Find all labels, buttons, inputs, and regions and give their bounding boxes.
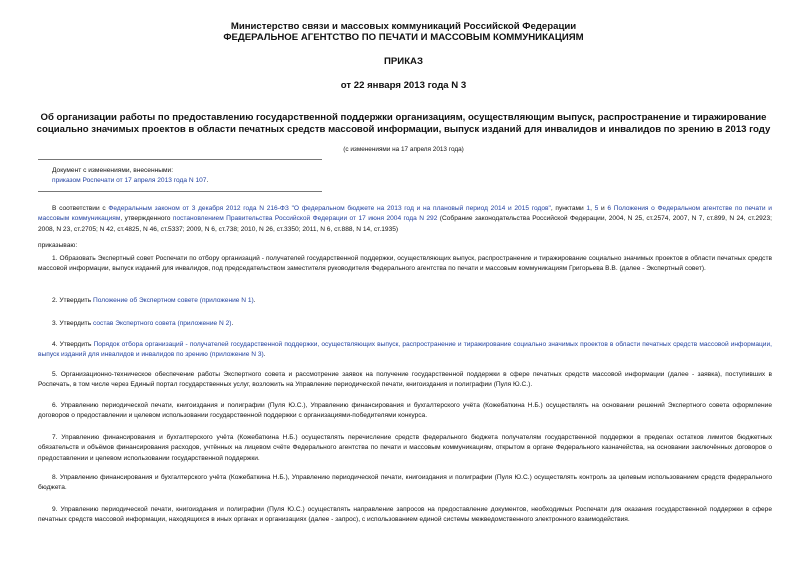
paragraph-4: 4. Утвердить Порядок отбора организаций - получателей государственной поддержки, осуществляющих выпуск, распространение и тиражирование социально значимых проектов в области печатных средств массовой информации, выпуск изданий для инвалидов и инвалидов по зрению (приложение N 3). — [38, 341, 772, 359]
prikazyvayu: приказываю: — [38, 242, 78, 249]
changes-bottom-divider — [38, 191, 322, 192]
point-5-link[interactable]: 5 — [594, 205, 599, 212]
paragraph-1: 1. Образовать Экспертный совет Роспечати по отбору организаций - получателей государственной поддержки, осуществляющих выпуск, распространение и тиражирование социально значимых проектов в области печатных средств массовой информации, выпуск изданий для инвалидов, под председательством заместителя руководителя Федерального агентства по печати и массовым коммуникациям Григорьева В.В. (далее - Экспертный совет). — [38, 255, 772, 273]
paragraph-8: 8. Управлению финансирования и бухгалтерского учёта (Кожебаткина Н.Б.), Управлению периодической печати, книгоиздания и полиграфии (Пуля Ю.С.) осуществлять контроль за целевым использованием средств федерального бюджета. — [38, 474, 772, 492]
paragraph-6: 6. Управлению периодической печати, книгоиздания и полиграфии (Пуля Ю.С.), Управлению финансирования и бухгалтерского учёта (Кожебаткина Н.Б.) осуществлять на основании решений Экспертного совета оформление договоров о предоставлении и целевом использовании государственной поддержки с организациями-победителями конкурса. — [38, 402, 772, 420]
changes-top-divider — [38, 159, 322, 160]
selection-procedure-link[interactable]: Порядок отбора организаций - получателей государственной поддержки, осуществляющих выпуск, распространение и тиражирование социально значимых проектов в области печатных средств массовой информации, выпуск изданий для инвалидов и инвалидов по зрению (приложение N 3) — [38, 341, 772, 359]
expert-council-composition-link[interactable]: состав Экспертного совета (приложение N 2) — [92, 320, 232, 327]
doc-date-number: от 22 января 2013 года N 3 — [340, 80, 467, 91]
point-1-link[interactable]: 1 — [586, 205, 591, 212]
preamble: В соответствии с Федеральным законом от 3 декабря 2012 года N 216-ФЗ "О федеральном бюджете на 2013 год и на плановый период 2014 и 2015 годов", пунктами 1, 5 и 6 Положения о Федеральном агентстве по печати и массовым коммуникациям, утвержденного постановлением Правительства Российской Федерации от 17 июня 2004 года N 292 (Собрание законодательства Российской Федерации, 2004, N 25, ст.2574, 2007, N 7, ст.899, N 24, ст.2923; 2008, N 23, ст.2705; N 42, ст.4825, N 46, ст.5337; 2009, N 6, ст.738; 2010, N 26, ст.3350; 2011, N 6, ст.888, N 14, ст.1935) — [38, 205, 772, 233]
paragraph-2: 2. Утвердить Положение об Экспертном совете (приложение N 1). — [52, 297, 256, 304]
agency-name: ФЕДЕРАЛЬНОЕ АГЕНТСТВО ПО ПЕЧАТИ И МАССОВЫМ КОММУНИКАЦИЯМ — [223, 32, 584, 43]
paragraph-7: 7. Управлению финансирования и бухгалтерского учёта (Кожебаткина Н.Б.) осуществлять перечисление средств федерального бюджета получателям государственной поддержки в пределах остатков лимитов бюджетных обязательств и объёмов финансирования расходов, учтённых на лицевом счёте Федерального агентства по печати и массовым коммуникациям, открытом в органе Федерального казначейства, на основании заключённых договоров о предоставлении и целевом использовании государственной поддержки. — [38, 434, 772, 462]
point-6-link[interactable]: 6 — [607, 205, 612, 212]
edits-note: (с изменениями на 17 апреля 2013 года) — [343, 146, 464, 153]
federal-law-link[interactable]: Федеральным законом от 3 декабря 2012 года N 216-ФЗ "О федеральном бюджете на 2013 год и на плановый период 2014 и 2015 годов" — [108, 205, 551, 212]
doc-title: Об организации работы по предоставлению государственной поддержки организациям, осуществляющим выпуск, распространение и тиражирование социально значимых проектов в области печатных средств массовой информации, выпуск изданий для инвалидов и инвалидов по зрению в 2013 году — [36, 112, 771, 135]
government-decree-link[interactable]: постановлением Правительства Российской Федерации от 17 июня 2004 года N 292 — [172, 215, 438, 223]
paragraph-5: 5. Организационно-техническое обеспечение работы Экспертного совета и рассмотрение заявок на получение государственной поддержки в сфере печатных средств массовой информации (далее - заявка), поступивших в Роспечать, в том числе через Единый портал государственных услуг, возложить на Управление периодической печати, книгоиздания и полиграфии (Пуля Ю.С.). — [38, 371, 772, 389]
regulation-link[interactable]: Положения о Федеральном агентстве по печати и массовым коммуникациям — [38, 205, 772, 223]
expert-council-regulation-link[interactable]: Положение об Экспертном совете (приложение N 1) — [92, 297, 254, 304]
changes-link-line: приказом Роспечати от 17 апреля 2013 года N 107. — [52, 177, 209, 184]
paragraph-3: 3. Утвердить состав Экспертного совета (приложение N 2). — [52, 320, 234, 327]
paragraph-9: 9. Управлению периодической печати, книгоиздания и полиграфии (Пуля Ю.С.) осуществлять направление запросов на предоставление документов, необходимых Роспечати для оказания государственной поддержки в сфере печатных средств массовой информации, находящихся в иных органах и организациях (далее - запрос), с использованием единой системы межведомственного электронного взаимодействия. — [38, 506, 772, 524]
ministry-name: Министерство связи и массовых коммуникаций Российской Федерации — [230, 21, 577, 32]
changes-link[interactable]: приказом Роспечати от 17 апреля 2013 года N 107 — [52, 177, 207, 184]
doc-type: ПРИКАЗ — [384, 56, 423, 67]
changes-line: Документ с изменениями, внесенными: — [52, 167, 174, 174]
